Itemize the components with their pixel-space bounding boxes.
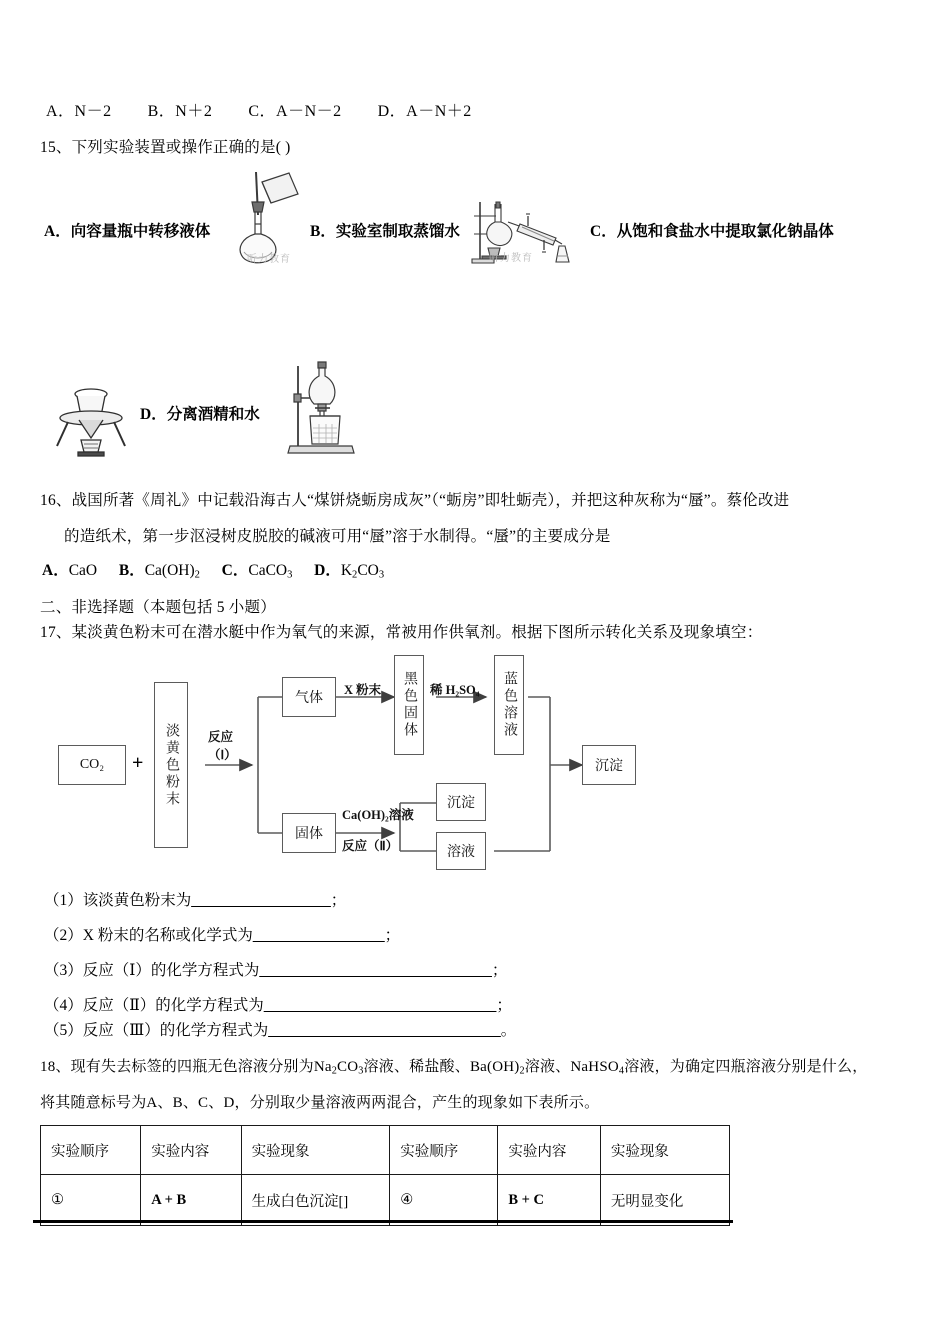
- flow-box-gas-label: 气体: [295, 691, 323, 706]
- th-content-1: 实验内容: [141, 1126, 241, 1175]
- table-header-row: [41, 1126, 730, 1175]
- td-content-2: B + C: [498, 1175, 601, 1226]
- q16-option-b-formula: $Ca(OH)_2$: [144, 562, 200, 581]
- q17-blank-5-text: 反应（Ⅲ）的化学方程式为: [82, 1022, 269, 1039]
- q15-option-a-key: A．: [44, 223, 71, 240]
- q18-line1-pre: 18、现有失去标签的四瓶无色溶液分别为: [40, 1059, 314, 1075]
- q17-blank-1-end: ；: [330, 892, 347, 909]
- td-content-1: A + B: [141, 1175, 241, 1226]
- q17-blank-5-end: 。: [500, 1022, 517, 1039]
- q15-option-d[interactable]: [140, 402, 260, 424]
- flow-label-reaction1-b: （Ⅰ）: [208, 748, 237, 762]
- q17-blank-5-line[interactable]: ______________________________: [268, 1022, 501, 1039]
- q15-option-a[interactable]: [44, 219, 210, 241]
- q17-flowchart: [58, 655, 658, 875]
- q15-option-d-key: D．: [140, 406, 167, 423]
- q15-option-c-key: C．: [590, 223, 617, 240]
- q17-blank-1-line[interactable]: __________________: [191, 892, 331, 909]
- flow-box-yellow-powder: [154, 682, 188, 848]
- q17-blank-4-num: （4）: [44, 997, 83, 1014]
- q18-formula-na2co3: $Na_2CO_3$: [313, 1059, 364, 1077]
- q18-formula-nahso4: NaHSO$_4$: [570, 1059, 625, 1077]
- q16-option-a-key: A．: [42, 562, 69, 579]
- th-content-2: 实验内容: [498, 1126, 601, 1175]
- q17-blank-3[interactable]: [44, 958, 507, 980]
- td-phenomenon-2: 无明显变化: [600, 1175, 729, 1226]
- td-order-2: ④: [390, 1175, 498, 1226]
- q18-line1-m2: 溶液、: [524, 1059, 571, 1075]
- evaporating-dish-icon: [48, 382, 134, 460]
- q16-option-d-key: D．: [314, 562, 341, 579]
- flow-box-solution-mid-label: 溶液: [447, 845, 475, 860]
- table-row: [41, 1175, 730, 1226]
- q17-blank-3-num: （3）: [44, 962, 83, 979]
- q17-blank-3-text: 反应（Ⅰ）的化学方程式为: [82, 962, 260, 979]
- flow-box-precipitate-mid: [436, 783, 486, 821]
- q18-line1: [40, 1056, 867, 1079]
- q17-blank-2-end: ；: [384, 927, 401, 944]
- q15-option-b-label: 实验室制取蒸馏水: [335, 223, 460, 240]
- q16-option-d-formula: $K_2CO_3$: [340, 562, 385, 581]
- flow-box-black-solid: [394, 655, 424, 755]
- q15-stem: 15、下列实验装置或操作正确的是( ): [40, 139, 291, 156]
- q18-line1-m1: 溶液、稀盐酸、: [363, 1059, 470, 1075]
- q16-line1: 16、战国所著《周礼》中记载沿海古人“煤饼烧蛎房成灰”（“蛎房”即牡蛎壳），并把这种灰称为“蜃”。蔡伦改进: [40, 492, 790, 509]
- experiment-results-table: [40, 1125, 730, 1226]
- separating-funnel-icon: [286, 358, 358, 462]
- flow-label-x-powder: X 粉末: [344, 683, 382, 697]
- q17-blank-1[interactable]: [44, 888, 346, 910]
- flow-box-gas: [282, 677, 336, 717]
- q17-blank-1-num: （1）: [44, 892, 83, 909]
- q18-line2: 将其随意标号为A、B、C、D，分别取少量溶液两两混合，产生的现象如下表所示。: [40, 1095, 600, 1111]
- th-order-2: 实验顺序: [390, 1126, 498, 1175]
- q16-option-a-formula: CaO: [68, 562, 98, 579]
- flow-box-precipitate-right-label: 沉淀: [595, 759, 623, 774]
- q17-blank-2-text: X 粉末的名称或化学式为: [82, 927, 253, 944]
- flow-box-yellow-powder-label: 淡黄色粉末: [164, 722, 180, 808]
- q17-blank-2[interactable]: [44, 923, 400, 945]
- flow-plus-sign: +: [132, 752, 144, 774]
- th-phenomenon-2: 实验现象: [600, 1126, 729, 1175]
- flow-box-black-solid-label: 黑色固体: [402, 671, 418, 739]
- section-2-heading: 二、非选择题（本题包括 5 小题）: [40, 599, 276, 616]
- q16-options[interactable]: [42, 558, 384, 581]
- watermark-a: 听力教育: [247, 254, 291, 265]
- q18-formula-baoh2: $Ba(OH)_2$: [469, 1059, 525, 1077]
- q17-blank-2-line[interactable]: _________________: [252, 927, 385, 944]
- q15-option-a-label: 向容量瓶中转移液体: [70, 223, 211, 240]
- page-bottom-rule: [33, 1220, 733, 1223]
- q17-blank-3-end: ；: [491, 962, 508, 979]
- flow-box-blue-solution-label: 蓝色溶液: [502, 671, 518, 739]
- q18-line1-post: 溶液，为确定四瓶溶液分别是什么，: [624, 1059, 868, 1075]
- flow-box-precipitate-right: [582, 745, 636, 785]
- flow-box-blue-solution: [494, 655, 524, 755]
- q15-option-b[interactable]: [310, 219, 460, 241]
- th-order-1: 实验顺序: [41, 1126, 141, 1175]
- q16-option-c-formula: CaCO$_3$: [248, 562, 293, 581]
- flow-box-co2: [58, 745, 126, 785]
- q17-blank-4-end: ；: [496, 997, 512, 1014]
- q16-option-b-key: B．: [118, 562, 145, 579]
- flow-label-reaction2: 反应（Ⅱ）: [342, 839, 399, 853]
- q17-stem: 17、某淡黄色粉末可在潜水艇中作为氧气的来源，常被用作供氧剂。根据下图所示转化关系及现象填空：: [40, 624, 763, 641]
- q15-option-c[interactable]: [590, 219, 834, 241]
- flow-box-solid-label: 固体: [295, 827, 323, 842]
- q17-blank-2-num: （2）: [44, 927, 83, 944]
- q17-blank-4-line[interactable]: ______________________________: [263, 997, 497, 1014]
- q17-blank-5-num: （5）: [44, 1022, 83, 1039]
- q15-option-b-key: B．: [310, 223, 336, 240]
- q16-line2: 的造纸术，第一步沤浸树皮脱胶的碱液可用“蜃”溶于水制得。“蜃”的主要成分是: [64, 528, 611, 545]
- q17-blank-4-text: 反应（Ⅱ）的化学方程式为: [82, 997, 264, 1014]
- td-phenomenon-1: 生成白色沉淀[]: [241, 1175, 390, 1226]
- q16-option-c-key: C．: [221, 562, 249, 579]
- q15-option-d-label: 分离酒精和水: [166, 406, 260, 423]
- flow-box-precipitate-mid-label: 沉淀: [447, 796, 475, 811]
- flow-box-solution-mid: [436, 832, 486, 870]
- q17-blank-4[interactable]: [44, 993, 512, 1015]
- q17-blank-1-text: 该淡黄色粉末为: [82, 892, 192, 909]
- q17-blank-5[interactable]: [44, 1018, 516, 1040]
- th-phenomenon-1: 实验现象: [241, 1126, 390, 1175]
- flow-label-caoh2-solution: Ca(OH)₂溶液: [342, 808, 414, 822]
- q14-answer-options: A．N－2 B．N＋2 C．A－N－2 D．A－N＋2: [46, 103, 472, 120]
- td-order-1: ①: [41, 1175, 141, 1226]
- flow-label-reaction1-a: 反应: [208, 730, 234, 744]
- q15-option-c-label: 从饱和食盐水中提取氯化钠晶体: [616, 223, 834, 240]
- watermark-b: 听力教育: [489, 253, 533, 264]
- flow-box-co2-label: CO₂: [79, 757, 105, 772]
- flow-label-dilute-h2so4: 稀 H₂SO₄: [430, 683, 480, 697]
- flow-box-solid: [282, 813, 336, 853]
- q17-blank-3-line[interactable]: ______________________________: [259, 962, 492, 979]
